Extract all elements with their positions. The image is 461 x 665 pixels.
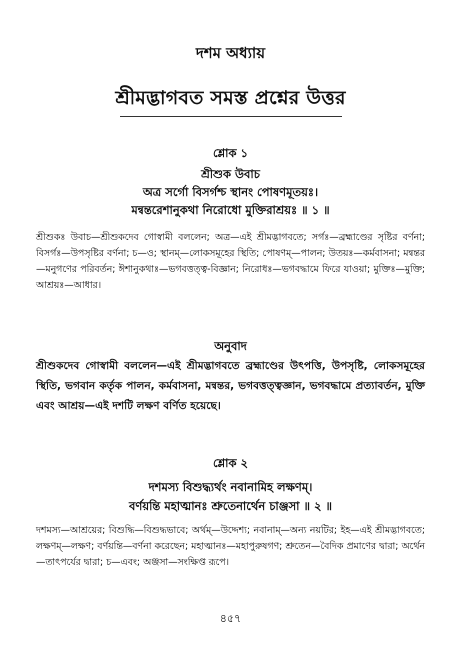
verse-2-line-2: বর্ণয়ন্তি মহাত্মানঃ শ্রুতেনার্থেন চাঞ্জসা ॥ ২ ॥ <box>129 499 332 513</box>
verse-1-line-2: মন্বন্তরেশানুকথা নিরোধো মুক্তিরাশ্রয়ঃ ॥ ১ ॥ <box>131 203 330 217</box>
verse-1-line-1: অত্র সর্গো বিসর্গশ্চ স্থানং পোষণমূতয়ঃ। <box>142 185 319 199</box>
verse-2-line-1: দশমস্য বিশুদ্ধ্যর্থং নবানামিহ লক্ষণম্। <box>148 480 313 494</box>
verse-2-synonyms: দশমস্য—আশ্রয়ের; বিশুদ্ধি—বিশুদ্ধভাবে; অর্থম্—উদ্দেশ্য; নবানাম্—অন্য নয়টির; ইহ—এই শ্রীমদ্ভাগবতে; লক্ষণম্—লক্ষণ; বর্ণয়ন্তি—বর্ণনা করেছেন; মহাত্মানঃ—মহাপুরুষগণ; শ্রুতেন—বৈদিক প্রমাণের দ্বারা; অর্থেন—তাৎপর্যের দ্বারা; চ—এবং; অঞ্জসা—সংক্ষিপ্ত রূপে। <box>36 525 425 568</box>
chapter-title: শ্রীমদ্ভাগবত সমস্ত প্রশ্নের উত্তর <box>115 87 346 109</box>
chapter-heading: দশম অধ্যায় <box>195 44 266 62</box>
verse-1-speaker: শ্রীশুক উবাচ <box>201 167 260 181</box>
page-number: ৪৫৭ <box>219 612 242 625</box>
verse-2-label: শ্লোক ২ <box>212 456 249 470</box>
title-underline <box>120 116 342 117</box>
verse-1-translation-label: অনুবাদ <box>214 339 247 353</box>
verse-1-label: শ্লোক ১ <box>212 146 249 160</box>
verse-1-synonyms: শ্রীশুকঃ উবাচ—শ্রীশুকদেব গোস্বামী বললেন; অত্র—এই শ্রীমদ্ভাগবতে; সর্গঃ—ব্রহ্মাণ্ডের সৃষ্টির বর্ণনা; বিসর্গঃ—উপসৃষ্টির বর্ণনা; চ—ও; স্থানম্—লোকসমূহের স্থিতি; পোষণম্—পালন; উতয়ঃ—কর্মবাসনা; মন্বন্তর—মনুগণের পরিবর্তন; ঈশানুকথাঃ—ভগবত্তত্ত্ব-বিজ্ঞান; নিরোধঃ—ভগবদ্ধামে ফিরে যাওয়া; মুক্তিঃ—মুক্তি; আশ্রয়ঃ—আধার। <box>36 232 425 291</box>
verse-1-translation: শ্রীশুকদেব গোস্বামী বললেন—এই শ্রীমদ্ভাগবতে ব্রহ্মাণ্ডের উৎপত্তি, উপসৃষ্টি, লোকসমূহের স্থিতি, ভগবান কর্তৃক পালন, কর্মবাসনা, মন্বন্তর, ভগবত্তত্ত্বজ্ঞান, ভগবদ্ধামে প্রত্যাবর্তন, মুক্তি এবং আশ্রয়—এই দশটি লক্ষণ বর্ণিত হয়েছে। <box>36 360 425 412</box>
